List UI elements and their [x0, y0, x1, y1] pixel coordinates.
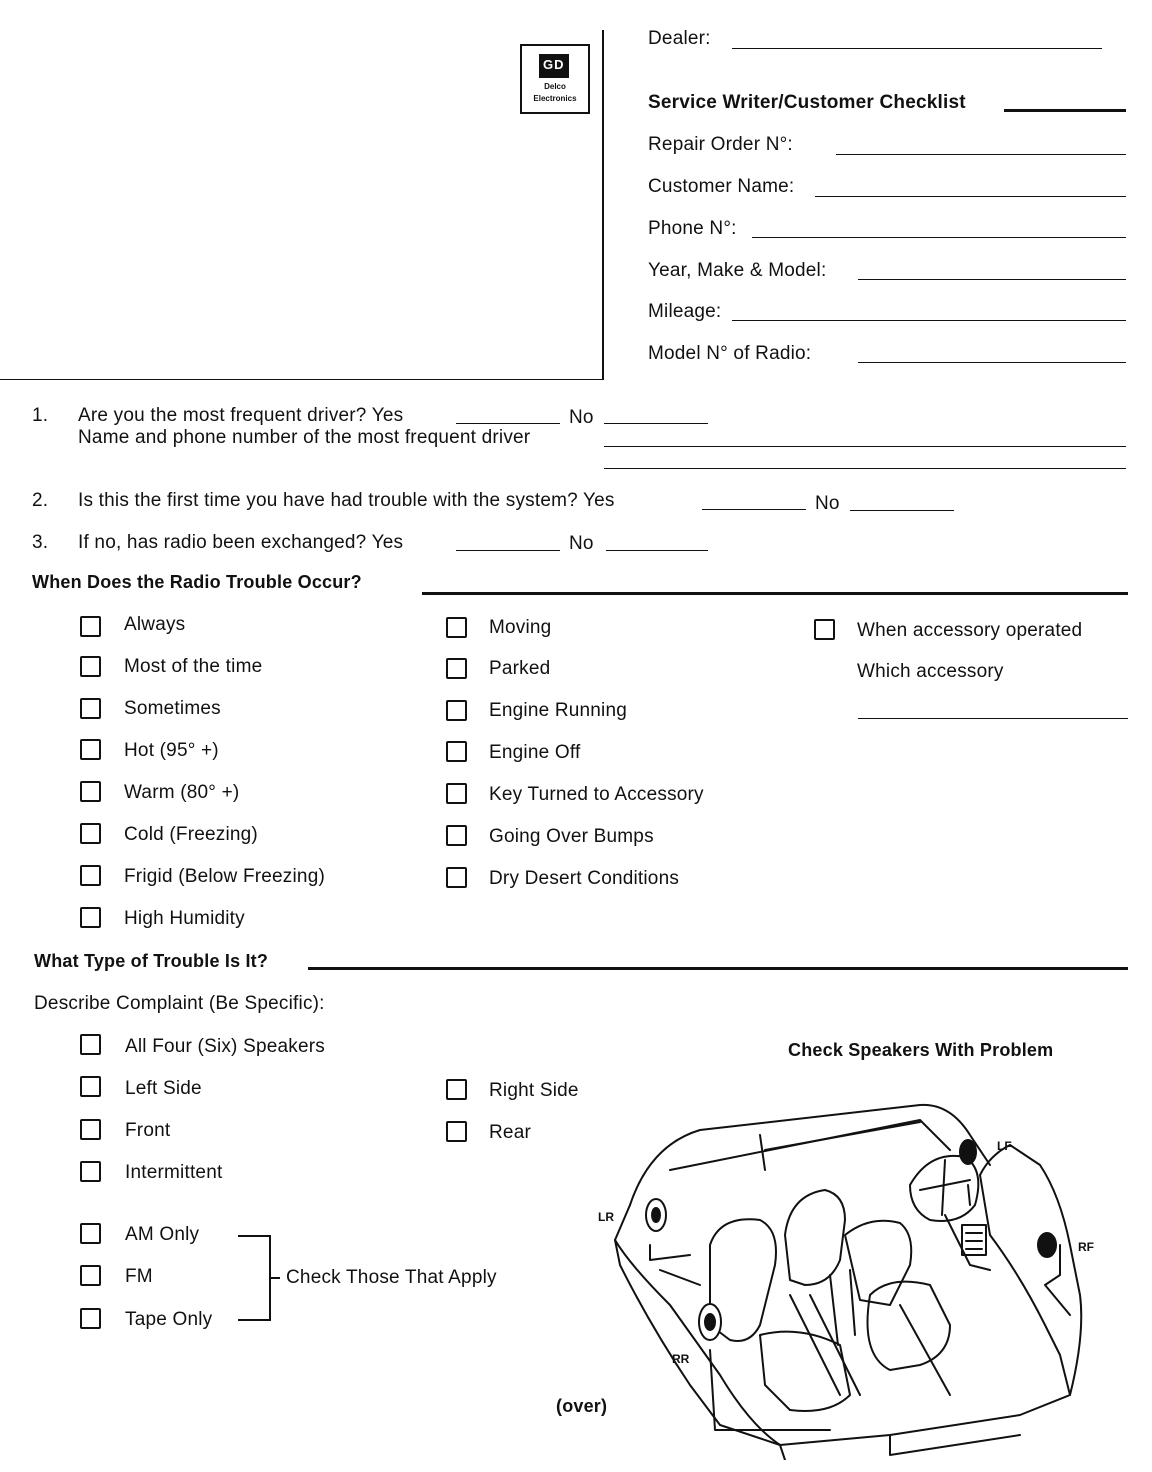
label-front: Front: [125, 1120, 171, 1141]
checkbox-intermittent[interactable]: [80, 1161, 101, 1182]
checklist-title: Service Writer/Customer Checklist: [648, 92, 966, 113]
checkbox-dry-desert[interactable]: [446, 867, 467, 888]
label-warm: Warm (80° +): [124, 782, 240, 803]
checkbox-warm[interactable]: [80, 781, 101, 802]
q3-number: 3.: [32, 532, 49, 553]
label-intermittent: Intermittent: [125, 1162, 223, 1183]
customer-name-label: Customer Name:: [648, 176, 795, 197]
q1-no-field[interactable]: [604, 423, 708, 424]
q1-no-label: No: [569, 407, 594, 428]
label-engine-off: Engine Off: [489, 742, 581, 763]
label-which-accessory: Which accessory: [857, 661, 1004, 682]
checkbox-tape-only[interactable]: [80, 1308, 101, 1329]
label-lf: LF: [997, 1139, 1012, 1153]
q2-text: Is this the first time you have had trouble with the system? Yes: [78, 490, 615, 511]
label-tape-only: Tape Only: [125, 1309, 213, 1330]
label-accessory-operated: When accessory operated: [857, 620, 1083, 641]
checkbox-rear[interactable]: [446, 1121, 467, 1142]
model-radio-label: Model N° of Radio:: [648, 343, 812, 364]
header-horizontal-rule: [0, 379, 604, 380]
label-am-only: AM Only: [125, 1224, 200, 1245]
logo-mark: [539, 54, 569, 78]
checkbox-always[interactable]: [80, 616, 101, 637]
q3-text: If no, has radio been exchanged? Yes: [78, 532, 404, 553]
checkbox-front[interactable]: [80, 1119, 101, 1140]
checkbox-high-humidity[interactable]: [80, 907, 101, 928]
phone-field[interactable]: [752, 237, 1126, 238]
when-heading-rule: [422, 592, 1128, 595]
year-make-model-field[interactable]: [858, 279, 1126, 280]
apply-bracket: [230, 1230, 280, 1326]
dealer-label: Dealer:: [648, 28, 711, 49]
q3-yes-field[interactable]: [456, 550, 560, 551]
label-always: Always: [124, 614, 186, 635]
label-engine-running: Engine Running: [489, 700, 628, 721]
which-accessory-field[interactable]: [858, 718, 1128, 719]
label-cold: Cold (Freezing): [124, 824, 258, 845]
checkbox-most-of-the-time[interactable]: [80, 656, 101, 677]
checkbox-all-speakers[interactable]: [80, 1034, 101, 1055]
checkbox-am-only[interactable]: [80, 1223, 101, 1244]
label-key-accessory: Key Turned to Accessory: [489, 784, 704, 805]
checkbox-going-over-bumps[interactable]: [446, 825, 467, 846]
checkbox-engine-running[interactable]: [446, 700, 467, 721]
phone-label: Phone N°:: [648, 218, 737, 239]
type-heading: What Type of Trouble Is It?: [34, 951, 269, 971]
checkbox-parked[interactable]: [446, 658, 467, 679]
dealer-field[interactable]: [732, 48, 1102, 49]
label-all-speakers: All Four (Six) Speakers: [125, 1036, 325, 1057]
header-vertical-rule: [602, 30, 604, 380]
q1-text: Are you the most frequent driver? Yes: [78, 405, 404, 426]
model-radio-field[interactable]: [858, 362, 1126, 363]
logo-line1: Delco: [544, 82, 566, 91]
label-hot: Hot (95° +): [124, 740, 219, 761]
checkbox-key-accessory[interactable]: [446, 783, 467, 804]
mileage-label: Mileage:: [648, 301, 722, 322]
q1-sub-text: Name and phone number of the most frequent driver: [78, 427, 531, 448]
label-lr: LR: [598, 1210, 614, 1224]
mileage-field[interactable]: [732, 320, 1126, 321]
label-fm: FM: [125, 1266, 153, 1287]
label-check-apply: Check Those That Apply: [286, 1267, 497, 1288]
label-right-side: Right Side: [489, 1080, 579, 1101]
label-sometimes: Sometimes: [124, 698, 221, 719]
repair-order-label: Repair Order N°:: [648, 134, 793, 155]
label-rf: RF: [1078, 1240, 1094, 1254]
label-going-over-bumps: Going Over Bumps: [489, 826, 654, 847]
year-make-model-label: Year, Make & Model:: [648, 260, 827, 281]
q2-no-label: No: [815, 493, 840, 514]
label-left-side: Left Side: [125, 1078, 202, 1099]
q2-number: 2.: [32, 490, 49, 511]
type-heading-rule: [308, 967, 1128, 970]
label-moving: Moving: [489, 617, 552, 638]
customer-name-field[interactable]: [815, 196, 1126, 197]
frequent-driver-field-1[interactable]: [604, 446, 1126, 447]
label-frigid: Frigid (Below Freezing): [124, 866, 325, 887]
q1-number: 1.: [32, 405, 49, 426]
checkbox-fm[interactable]: [80, 1265, 101, 1286]
repair-order-field[interactable]: [836, 154, 1126, 155]
label-high-humidity: High Humidity: [124, 908, 245, 929]
delco-logo: [520, 44, 590, 114]
checkbox-moving[interactable]: [446, 617, 467, 638]
checkbox-engine-off[interactable]: [446, 741, 467, 762]
q3-no-field[interactable]: [606, 550, 708, 551]
q3-no-label: No: [569, 533, 594, 554]
when-heading: When Does the Radio Trouble Occur?: [32, 572, 362, 592]
checkbox-frigid[interactable]: [80, 865, 101, 886]
q2-yes-field[interactable]: [702, 509, 806, 510]
over-label: (over): [556, 1396, 608, 1416]
label-dry-desert: Dry Desert Conditions: [489, 868, 680, 889]
logo-mark-text: GD: [543, 57, 565, 72]
car-speaker-diagram: [590, 1095, 1140, 1460]
label-most-of-the-time: Most of the time: [124, 656, 263, 677]
describe-label: Describe Complaint (Be Specific):: [34, 993, 325, 1014]
checkbox-left-side[interactable]: [80, 1076, 101, 1097]
q1-yes-field[interactable]: [456, 423, 560, 424]
checkbox-cold[interactable]: [80, 823, 101, 844]
frequent-driver-field-2[interactable]: [604, 468, 1126, 469]
logo-line2: Electronics: [533, 94, 577, 103]
q2-no-field[interactable]: [850, 510, 954, 511]
checkbox-hot[interactable]: [80, 739, 101, 760]
label-rear: Rear: [489, 1122, 531, 1143]
label-parked: Parked: [489, 658, 551, 679]
title-underline: [1004, 109, 1126, 112]
speakers-heading: Check Speakers With Problem: [788, 1040, 1054, 1060]
checkbox-right-side[interactable]: [446, 1079, 467, 1100]
label-rr: RR: [672, 1352, 690, 1366]
checkbox-accessory-operated[interactable]: [814, 619, 835, 640]
checkbox-sometimes[interactable]: [80, 698, 101, 719]
